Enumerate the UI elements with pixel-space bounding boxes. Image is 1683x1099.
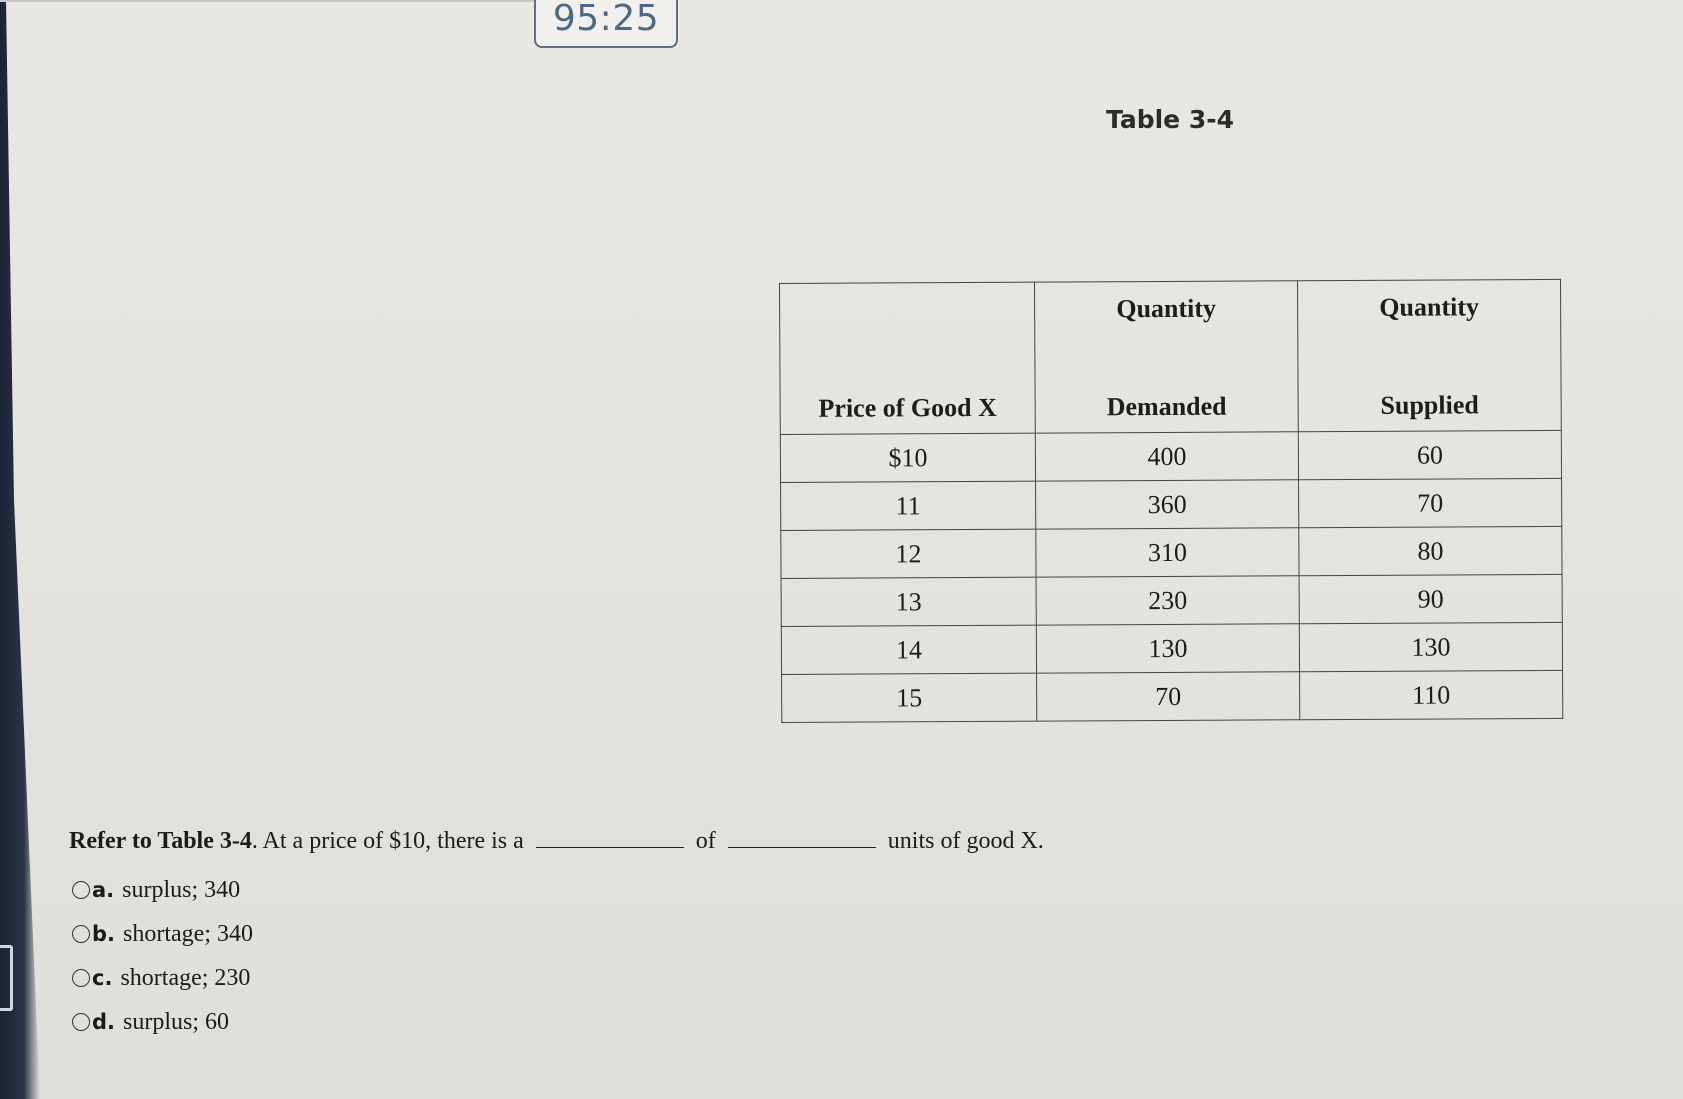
question-text-part-3: units of good X. [887, 828, 1044, 854]
option-text: shortage; 340 [123, 920, 253, 947]
radio-button-icon[interactable] [72, 969, 90, 987]
header-demanded-label: Demanded [1106, 391, 1227, 422]
table-row [781, 526, 1562, 578]
option-letter: a. [92, 878, 115, 902]
cell-price: 11 [781, 481, 1036, 530]
header-quantity-supplied [1297, 279, 1561, 431]
option-d[interactable] [72, 1000, 253, 1044]
cell-supplied: 70 [1299, 478, 1562, 527]
option-a[interactable] [72, 868, 253, 912]
cell-supplied: 110 [1300, 670, 1563, 719]
cell-supplied: 60 [1298, 430, 1561, 479]
cell-price: 13 [781, 577, 1036, 626]
radio-button-icon[interactable] [72, 1013, 90, 1031]
cell-price: $10 [780, 433, 1035, 482]
header-divider [0, 0, 540, 2]
option-letter: c. [92, 966, 113, 990]
option-b[interactable] [72, 912, 253, 956]
cell-demanded: 230 [1036, 576, 1299, 625]
cell-supplied: 130 [1299, 622, 1562, 671]
table-row [782, 670, 1563, 722]
table-row [781, 574, 1562, 626]
radio-button-icon[interactable] [72, 925, 90, 943]
header-supplied-top: Quantity [1379, 292, 1480, 322]
answer-blank-2 [728, 846, 876, 848]
option-c[interactable] [72, 956, 253, 1000]
option-text: surplus; 60 [123, 1008, 230, 1035]
cell-price: 15 [782, 673, 1037, 722]
option-letter: d. [92, 1010, 116, 1034]
question-table-reference: Refer to Table 3-4 [69, 828, 252, 854]
header-demanded-top: Quantity [1116, 293, 1217, 324]
cell-demanded: 360 [1036, 480, 1299, 529]
header-price [780, 282, 1036, 434]
header-price-label: Price of Good X [818, 392, 997, 423]
table-row [780, 430, 1561, 482]
table-title: Table 3-4 [1106, 105, 1234, 134]
cell-price: 14 [781, 625, 1036, 674]
table-row [781, 478, 1562, 530]
table-row [781, 622, 1562, 674]
cell-demanded: 70 [1037, 672, 1300, 721]
option-letter: b. [92, 922, 116, 946]
supply-demand-table [779, 279, 1563, 723]
side-tab-handle[interactable] [0, 945, 13, 1011]
cell-demanded: 400 [1035, 432, 1298, 481]
question-text-part-1: . At a price of $10, there is a [251, 828, 524, 854]
cell-price: 12 [781, 529, 1036, 578]
screen-bezel [0, 0, 40, 1099]
header-price-top [780, 295, 1034, 296]
cell-supplied: 80 [1299, 526, 1562, 575]
header-quantity-demanded [1034, 281, 1298, 433]
countdown-timer [534, 0, 678, 48]
question-text-part-2: of [695, 828, 716, 854]
answer-blank-1 [536, 846, 684, 848]
question-prompt [69, 828, 1044, 855]
timer-value: 95:25 [552, 0, 660, 39]
answer-options [72, 868, 253, 1044]
cell-demanded: 130 [1036, 624, 1299, 673]
option-text: surplus; 340 [122, 876, 241, 903]
option-text: shortage; 230 [120, 964, 251, 991]
header-supplied-label: Supplied [1380, 390, 1479, 420]
radio-button-icon[interactable] [72, 881, 90, 899]
cell-supplied: 90 [1299, 574, 1562, 623]
table-header-row [780, 279, 1562, 434]
cell-demanded: 310 [1036, 528, 1299, 577]
